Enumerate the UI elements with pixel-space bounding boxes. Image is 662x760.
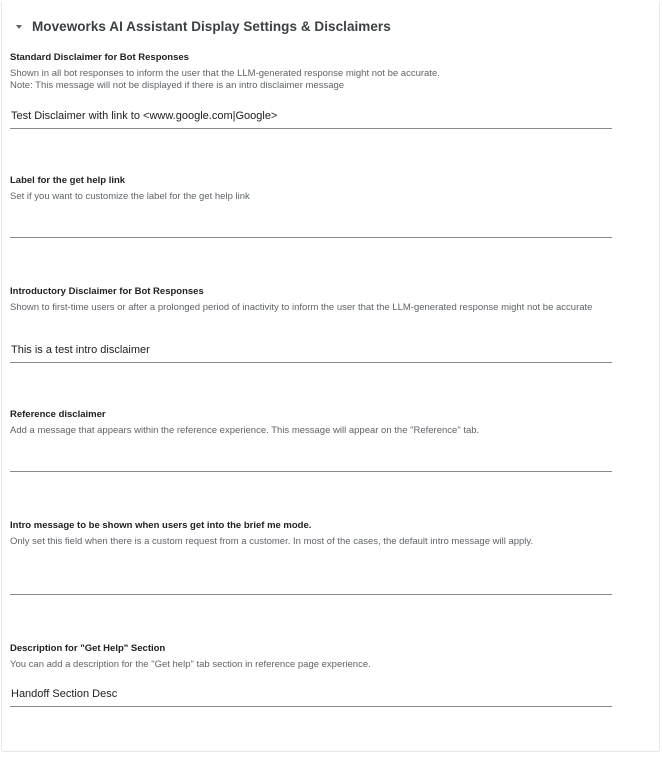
intro-disclaimer-field <box>10 286 611 314</box>
brief-me-intro-input[interactable] <box>10 573 612 595</box>
intro-disclaimer-input[interactable] <box>10 341 612 363</box>
field-label: Standard Disclaimer for Bot Responses <box>10 52 189 63</box>
field-description: You can add a description for the "Get help" tab section in reference page experience. <box>10 659 371 670</box>
get-help-label-field <box>10 175 611 203</box>
field-description: Only set this field when there is a custom request from a customer. In most of the cases, the default intro message will apply. <box>10 536 534 547</box>
field-description: Shown to first-time users or after a prolonged period of inactivity to inform the user that the LLM-generated response might not be accurate <box>10 302 593 313</box>
field-label: Intro message to be shown when users get into the brief me mode. <box>10 520 312 531</box>
reference-disclaimer-field <box>10 409 611 437</box>
field-label: Reference disclaimer <box>10 409 106 420</box>
get-help-description-input[interactable] <box>10 685 612 707</box>
standard-disclaimer-field <box>10 52 611 92</box>
reference-disclaimer-input[interactable] <box>10 450 612 472</box>
field-label: Label for the get help link <box>10 175 126 186</box>
field-description: Set if you want to customize the label for the get help link <box>10 191 250 202</box>
caret-down-icon[interactable] <box>16 25 22 29</box>
field-label: Description for "Get Help" Section <box>10 643 166 654</box>
standard-disclaimer-input[interactable] <box>10 107 612 129</box>
get-help-label-input[interactable] <box>10 216 612 238</box>
brief-me-intro-field <box>10 520 611 548</box>
field-description: Shown in all bot responses to inform the user that the LLM-generated response might not be accurate. Note: This message will not be displayed if there is an intro disclaimer message <box>10 68 440 91</box>
section-title: Moveworks AI Assistant Display Settings & Disclaimers <box>32 19 391 34</box>
get-help-description-field <box>10 643 611 671</box>
field-label: Introductory Disclaimer for Bot Responses <box>10 286 204 297</box>
section-header[interactable] <box>16 19 391 34</box>
field-description: Add a message that appears within the reference experience. This message will appear on the "Reference" tab. <box>10 425 480 436</box>
